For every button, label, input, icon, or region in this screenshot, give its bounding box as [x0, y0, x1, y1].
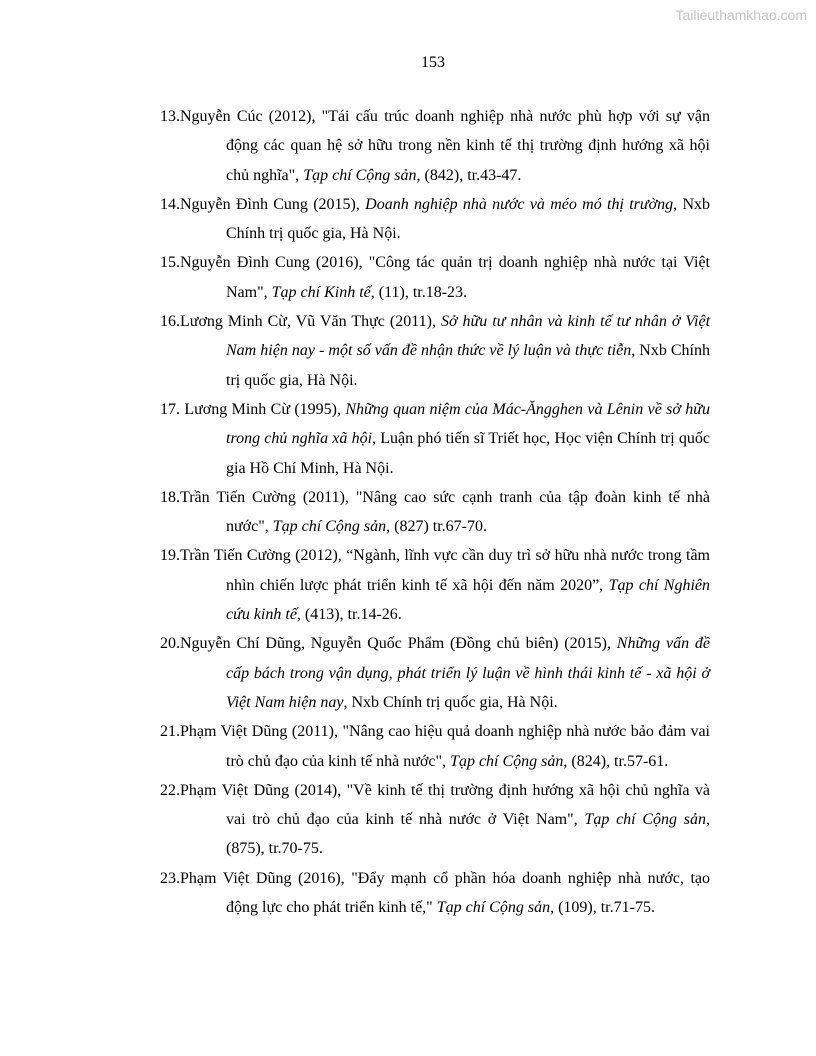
reference-text: (827) tr.67-70. [390, 518, 487, 536]
reference-title-italic: Những quan niệm của Mác-Ăngghen và Lênin về sở hữu trong chủ nghĩa xã hội, [226, 400, 711, 448]
reference-text: Lương Minh Cừ (1995), [184, 400, 346, 418]
reference-text: Lương Minh Cừ, Vũ Văn Thực (2011), [180, 313, 441, 331]
reference-item [160, 629, 710, 717]
reference-item [160, 483, 710, 542]
reference-text: (11), tr.18-23. [374, 283, 468, 301]
reference-text: Nguyễn Đình Cung (2015), [180, 195, 366, 213]
reference-number: 16. [160, 313, 180, 331]
reference-text: Phạm Việt Dũng (2011), "Nâng cao hiệu quả doanh nghiệp nhà nước bảo đảm vai trò chủ đạo của kinh tế nhà nước", [180, 723, 710, 770]
reference-text: Nguyễn Đình Cung (2016), "Công tác quản trị doanh nghiệp nhà nước tại Việt Nam", [180, 254, 710, 301]
reference-text: (875), tr.70-75. [226, 840, 323, 858]
reference-number: 15. [160, 254, 180, 272]
reference-item [160, 190, 710, 249]
reference-text: (824), tr.57-61. [567, 752, 669, 770]
reference-item [160, 864, 710, 923]
reference-number: 14. [160, 195, 180, 213]
reference-number: 20. [160, 635, 180, 653]
reference-title-italic: Tạp chí Cộng sản, [436, 899, 555, 917]
reference-item [160, 307, 710, 395]
reference-item [160, 717, 710, 776]
watermark: Tailieuthamkhao.com [675, 7, 807, 23]
reference-text: , (413), tr.14-26. [296, 606, 402, 624]
reference-list [160, 102, 710, 922]
reference-title-italic: Những vấn đề cấp bách trong vận dụng, phát triển lý luận về hình thái kinh tế - xã hội ở Việt Nam hiện nay [226, 635, 710, 711]
reference-number: 23. [160, 869, 180, 887]
reference-text: , Nxb Chính trị quốc gia, Hà Nội. [343, 693, 558, 711]
reference-text: Trần Tiến Cường (2012), “Ngành, lĩnh vực cần duy trì sở hữu nhà nước trong tầm nhìn chiến lược phát triển kinh tế xã hội đến năm 2020”, [180, 547, 710, 594]
reference-number: 21. [160, 723, 180, 741]
reference-text: Phạm Việt Dũng (2016), "Đẩy mạnh cổ phần hóa doanh nghiệp nhà nước, tạo động lực cho phát triển kinh tế," [180, 869, 710, 917]
reference-item [160, 102, 710, 190]
reference-text: , Nxb Chính trị quốc gia, Hà Nội. [226, 195, 711, 243]
reference-title-italic: Sở hữu tư nhân và kinh tế tư nhân ở Việt Nam hiện nay - một số vấn đề nhận thức về lý luận và thực tiễn, [226, 313, 711, 360]
reference-text: (842), tr.43-47. [420, 166, 522, 184]
reference-item [160, 776, 710, 864]
reference-text: Nxb Chính trị quốc gia, Hà Nội. [226, 342, 711, 389]
reference-title-italic: Tạp chí Cộng sản, [584, 811, 711, 829]
reference-title-italic: Tạp chí Kinh tế, [271, 283, 375, 301]
reference-text: Nguyễn Chí Dũng, Nguyễn Quốc Phẩm (Đồng chủ biên) (2015), [180, 635, 617, 653]
reference-number: 17. [160, 400, 185, 418]
reference-number: 13. [160, 108, 180, 125]
reference-text: Trần Tiến Cường (2011), "Nâng cao sức cạnh tranh của tập đoàn kinh tế nhà nước", [180, 488, 710, 536]
reference-title-italic: Tạp chí Cộng sản, [303, 166, 421, 184]
reference-number: 22. [160, 781, 180, 799]
reference-text: Nguyễn Cúc (2012), "Tái cấu trúc doanh nghiệp nhà nước phù hợp với sự vận động các quan hệ sở hữu trong nền kinh tế thị trường định hướng xã hội chủ nghĩa", [180, 108, 710, 184]
reference-item [160, 395, 710, 483]
reference-title-italic: Tạp chí Nghiên cứu kinh tế [226, 576, 710, 624]
reference-text: Phạm Việt Dũng (2014), "Về kinh tế thị trường định hướng xã hội chủ nghĩa và vai trò chủ đạo của kinh tế nhà nước ở Việt Nam", [180, 781, 710, 829]
reference-item [160, 248, 710, 307]
reference-number: 19. [160, 547, 180, 565]
page-number: 153 [421, 54, 445, 71]
reference-title-italic: Tạp chí Cộng sản, [272, 518, 391, 536]
reference-text: (109), tr.71-75. [554, 899, 655, 917]
reference-item [160, 541, 710, 629]
reference-text: Luận phó tiến sĩ Triết học, Học viện Chính trị quốc gia Hồ Chí Minh, Hà Nội. [226, 430, 711, 477]
reference-title-italic: Doanh nghiệp nhà nước và méo mó thị trường [365, 195, 674, 213]
reference-title-italic: Tạp chí Cộng sản, [450, 752, 568, 770]
reference-number: 18. [160, 488, 180, 506]
